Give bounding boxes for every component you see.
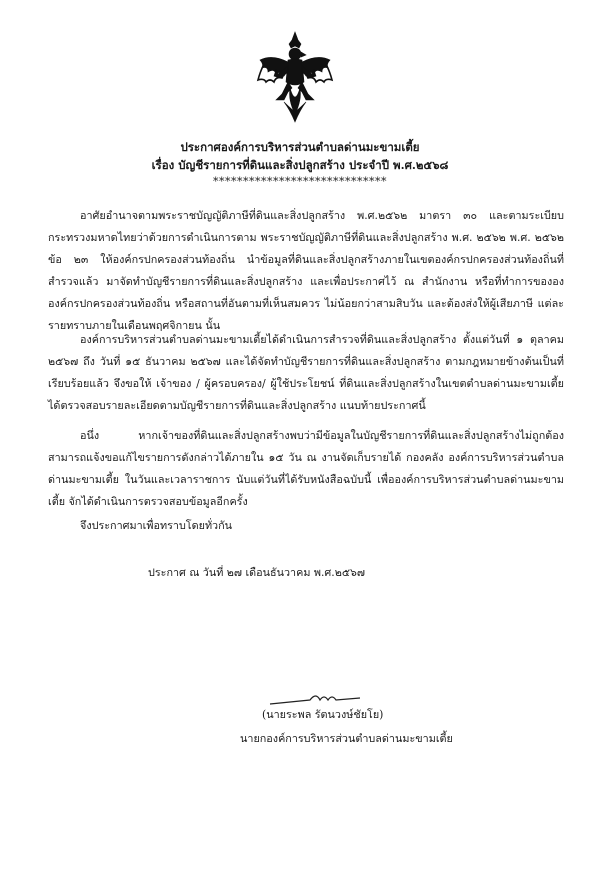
paragraph-3	[48, 425, 564, 513]
signer-name: (นายระพล รัตนวงษ์ชัยโย)	[262, 708, 384, 721]
garuda-emblem-icon	[254, 30, 336, 126]
announcement-title: ประกาศองค์การบริหารส่วนตำบลด่านมะขามเตี้ย	[180, 140, 420, 154]
signer-title: นายกองค์การบริหารส่วนตำบลด่านมะขามเตี้ย	[240, 732, 453, 745]
proclamation-date: ประกาศ ณ วันที่ ๒๗ เดือนธันวาคม พ.ศ.๒๕๖๗	[148, 566, 365, 579]
star-divider: *****************************	[213, 175, 387, 188]
paragraph-1	[48, 205, 564, 337]
title-block	[0, 138, 600, 190]
paragraph-2	[48, 329, 564, 417]
paragraph-1-text: อาศัยอำนาจตามพระราชบัญญัติภาษีที่ดินและสิ่งปลูกสร้าง พ.ศ.๒๕๖๒ มาตรา ๓๐ และตามระเบียบกระทรวงมหาดไทยว่าด้วยการดำเนินการตาม พระราชบัญญัติภาษีที่ดินและสิ่งปลูกสร้าง พ.ศ. ๒๕๖๒ พ.ศ. ๒๕๖๒ ข้อ ๒๓ ให้องค์กรปกครองส่วนท้องถิ่น นำข้อมูลที่ดินและสิ่งปลูกสร้างภายในเขตองค์กรปกครองส่วนท้องถิ่นที่สำรวจแล้ว มาจัดทำบัญชีรายการที่ดินและสิ่งปลูกสร้าง และเพื่อประกาศไว้ ณ สำนักงาน หรือที่ทำการของององค์กรปกครองส่วนท้องถิ่น หรือสถานที่อันตามที่เห็นสมควร ไม่น้อยกว่าสามสิบวัน และต้องส่งให้ผู้เสียภาษี แต่ละรายทราบภายในเดือนพฤศจิกายน นั้น	[48, 209, 564, 332]
paragraph-4-text: จึงประกาศมาเพื่อทราบโดยทั่วกัน	[80, 519, 233, 532]
announcement-subject: เรื่อง บัญชีรายการที่ดินและสิ่งปลูกสร้าง ประจำปี พ.ศ.๒๕๖๘	[151, 158, 449, 172]
paragraph-3-text: อนึ่ง หากเจ้าของที่ดินและสิ่งปลูกสร้างพบว่ามีข้อมูลในบัญชีรายการที่ดินและสิ่งปลูกสร้างไม่ถูกต้อง สามารถแจ้งขอแก้ไขรายการดังกล่าวได้ภายใน ๑๕ วัน ณ งานจัดเก็บรายได้ กองคลัง องค์การบริหารส่วนตำบลด่านมะขามเตี้ย ในวันและเวลาราชการ นับแต่วันที่ได้รับหนังสือฉบับนี้ เพื่อองค์การบริหารส่วนตำบลด่านมะขามเตี้ย จักได้ดำเนินการตรวจสอบข้อมูลอีกครั้ง	[48, 429, 564, 508]
paragraph-4	[48, 515, 564, 537]
paragraph-2-text: องค์การบริหารส่วนตำบลด่านมะขามเตี้ยได้ดำเนินการสำรวจที่ดินและสิ่งปลูกสร้าง ตั้งแต่วันที่ ๑ ตุลาคม ๒๕๖๗ ถึง วันที่ ๑๕ ธันวาคม ๒๕๖๗ และได้จัดทำบัญชีรายการที่ดินและสิ่งปลูกสร้าง ตามกฎหมายข้างต้นเป็นที่เรียบร้อยแล้ว จึงขอให้ เจ้าของ / ผู้ครอบครอง/ ผู้ใช้ประโยชน์ ที่ดินและสิ่งปลูกสร้างในเขตตำบลด่านมะขามเตี้ย ได้ตรวจสอบรายละเอียดตามบัญชีรายการที่ดินและสิ่งปลูกสร้าง แนบท้ายประกาศนี้	[48, 333, 564, 412]
